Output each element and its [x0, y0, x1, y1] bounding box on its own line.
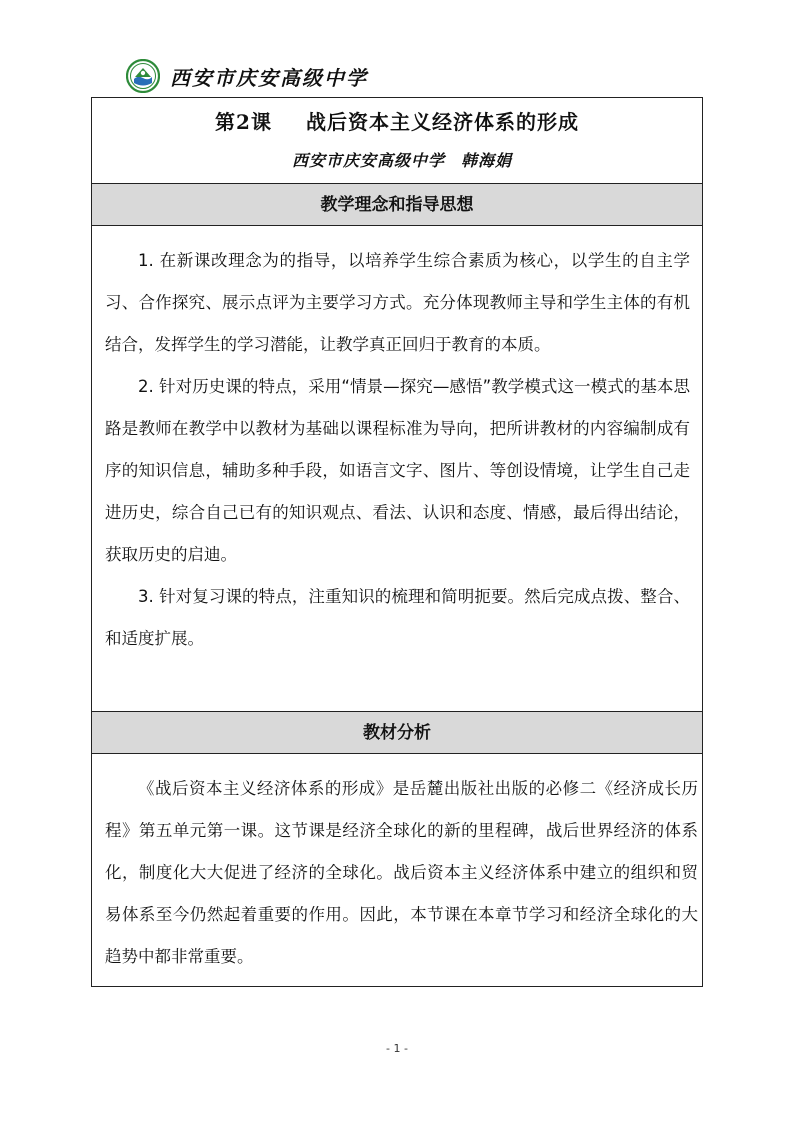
- section-heading-teaching-philosophy: 教学理念和指导思想: [92, 184, 702, 226]
- school-emblem-icon: [126, 59, 160, 93]
- paragraph: 3. 针对复习课的特点，注重知识的梳理和简明扼要。然后完成点拨、整合、和适度扩展。: [105, 587, 690, 648]
- author-line: [292, 148, 512, 171]
- lesson-number: 第2课: [215, 110, 272, 134]
- section-body-teaching-philosophy: [92, 226, 702, 712]
- author-school: 西安市庆安高级中学: [292, 151, 446, 170]
- school-name: 西安市庆安高级中学: [170, 65, 368, 90]
- lesson-title-line: [92, 106, 702, 135]
- title-block: [92, 98, 702, 184]
- section-heading-textbook-analysis: 教材分析: [92, 712, 702, 754]
- page-number: - 1 -: [386, 1042, 408, 1055]
- paragraph: 1. 在新课改理念为的指导，以培养学生综合素质为核心，以学生的自主学习、合作探究、展示点评为主要学习方式。充分体现教师主导和学生主体的有机结合，发挥学生的学习潜能，让教学真正回归于教育的本质。: [105, 251, 690, 354]
- paragraph: 《战后资本主义经济体系的形成》是岳麓出版社出版的必修二《经济成长历程》第五单元第一课。这节课是经济全球化的新的里程碑，战后世界经济的体系化，制度化大大促进了经济的全球化。战后资本主义经济体系中建立的组织和贸易体系至今仍然起着重要的作用。因此，本节课在本章节学习和经济全球化的大趋势中都非常重要。: [105, 779, 698, 966]
- lesson-title: 战后资本主义经济体系的形成: [305, 110, 579, 134]
- lesson-plan-table: [91, 97, 703, 987]
- author-name: 韩海娟: [461, 151, 513, 170]
- section-body-textbook-analysis: [92, 754, 702, 986]
- paragraph: 2. 针对历史课的特点，采用“情景—探究—感悟”教学模式这一模式的基本思路是教师在教学中以教材为基础以课程标准为导向，把所讲教材的内容编制成有序的知识信息，辅助多种手段，如语言文字、图片、等创设情境，让学生自己走进历史，综合自己已有的知识观点、看法、认识和态度、情感，最后得出结论，获取历史的启迪。: [105, 377, 690, 564]
- school-header: [126, 58, 368, 94]
